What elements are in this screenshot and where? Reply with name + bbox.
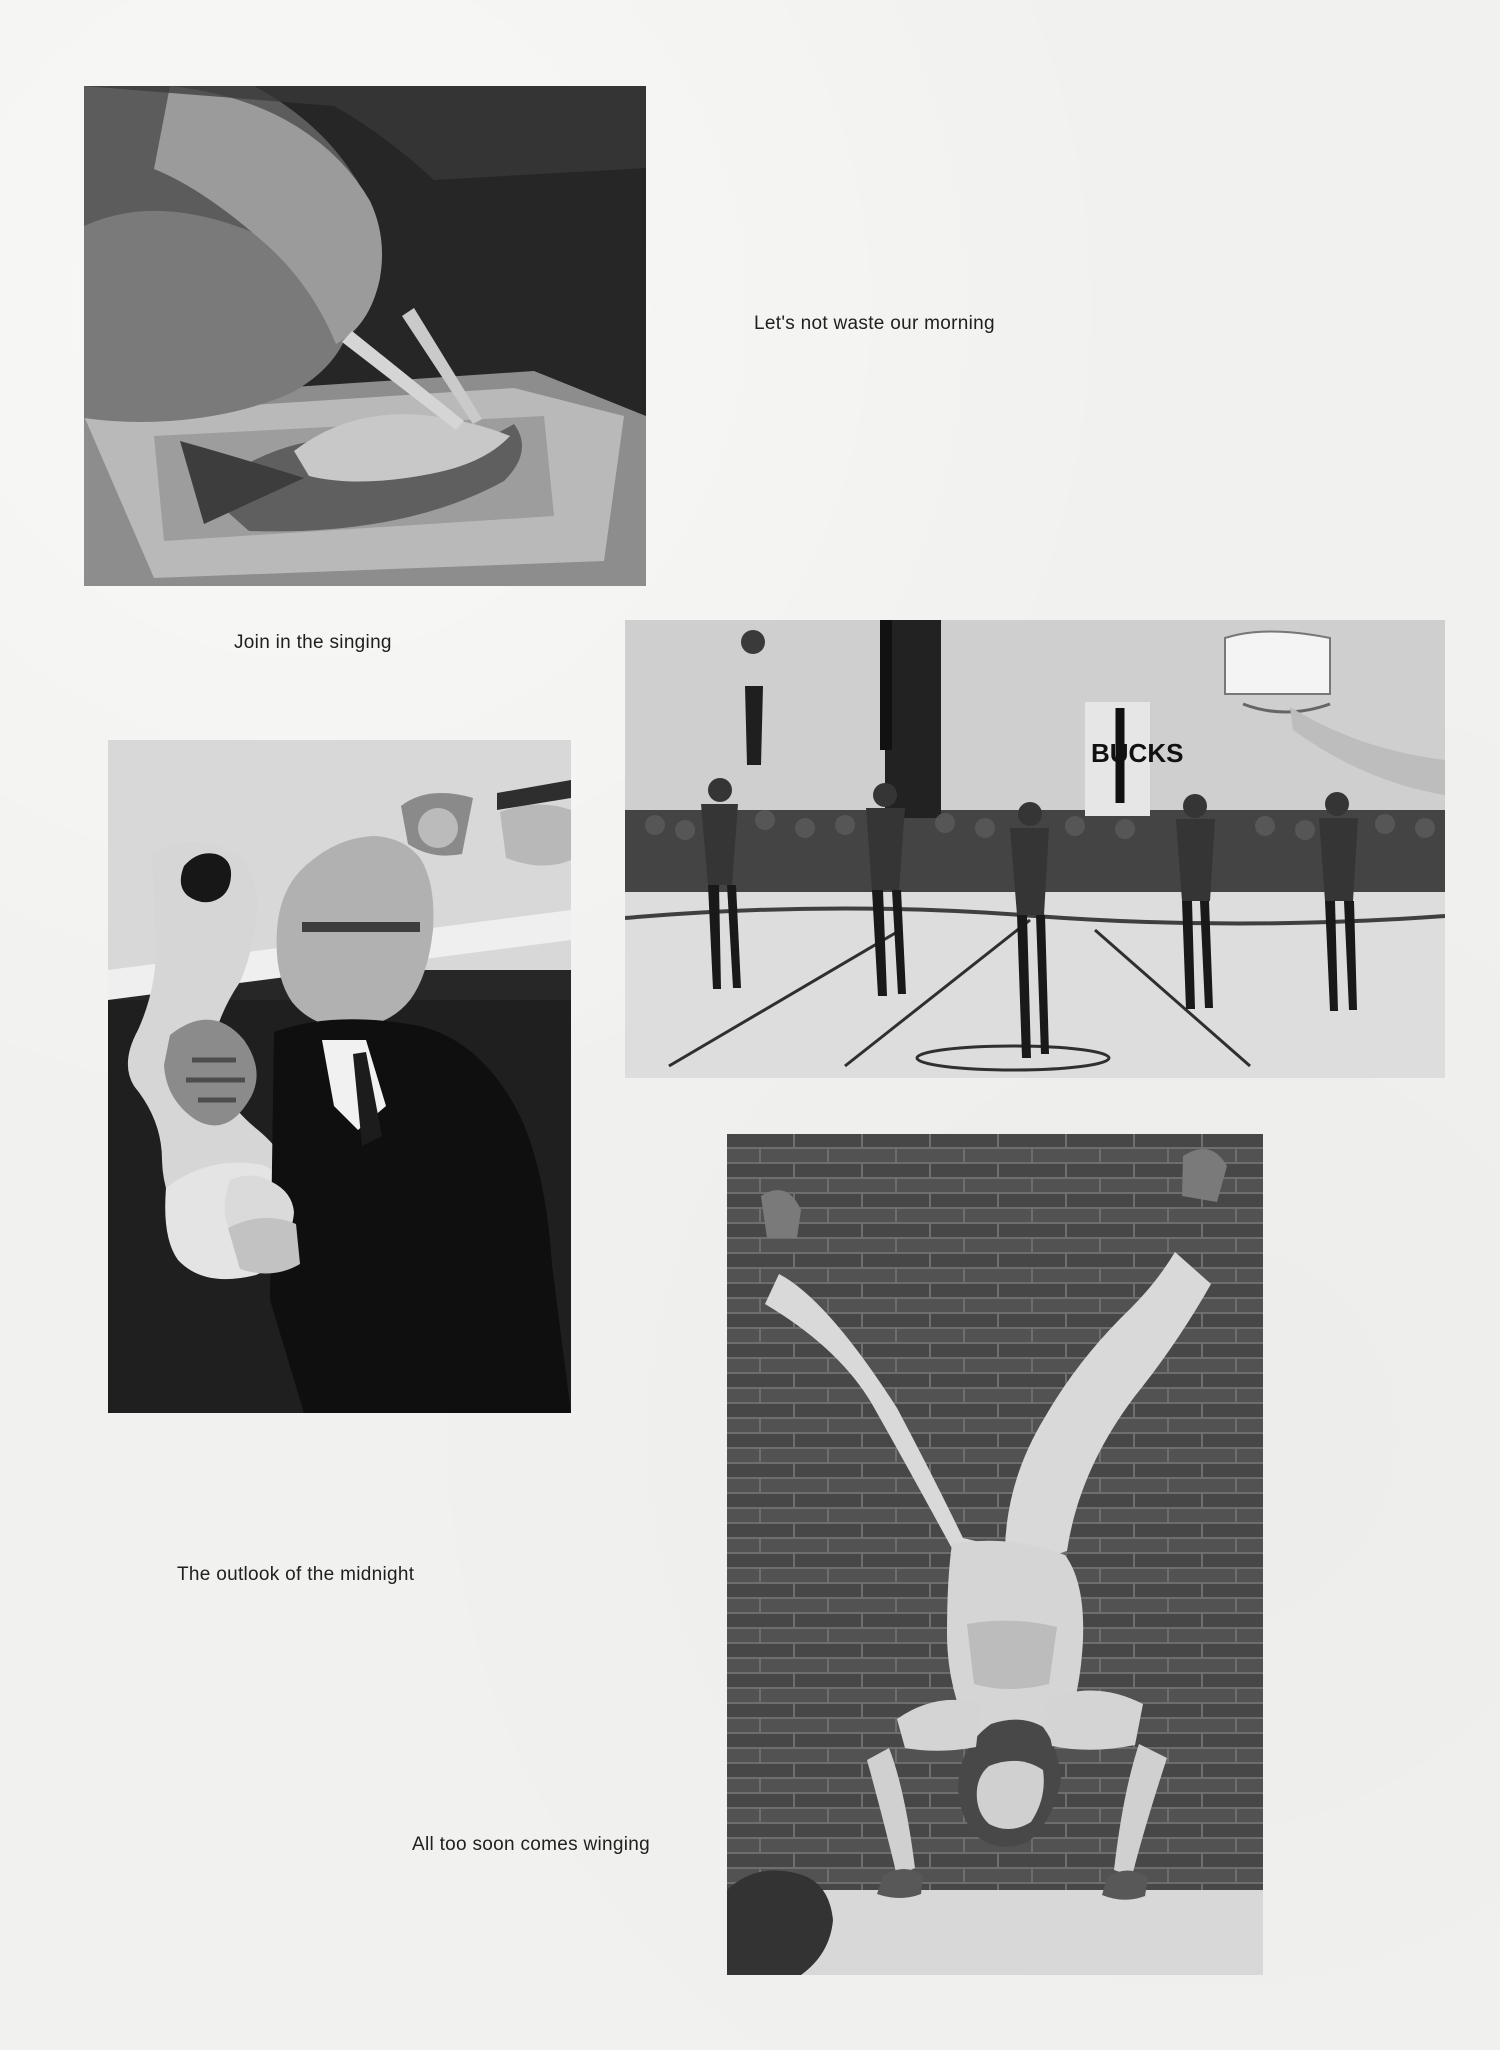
caption-midnight: The outlook of the midnight bbox=[177, 1564, 415, 1585]
gym-performance-photo-image bbox=[625, 620, 1445, 1078]
teacher-anatomy-model-photo-image bbox=[108, 740, 571, 1413]
teacher-anatomy-model-photo bbox=[108, 740, 571, 1413]
handstand-photo bbox=[727, 1134, 1263, 1975]
dissection-photo bbox=[84, 86, 646, 586]
handstand-photo-image bbox=[727, 1134, 1263, 1975]
dissection-photo-image bbox=[84, 86, 646, 586]
gym-performance-photo bbox=[625, 620, 1445, 1078]
caption-singing: Join in the singing bbox=[234, 632, 392, 653]
caption-winging: All too soon comes winging bbox=[412, 1834, 651, 1855]
caption-morning: Let's not waste our morning bbox=[754, 313, 995, 334]
gym-banner-text: BUCKS bbox=[1091, 738, 1184, 768]
